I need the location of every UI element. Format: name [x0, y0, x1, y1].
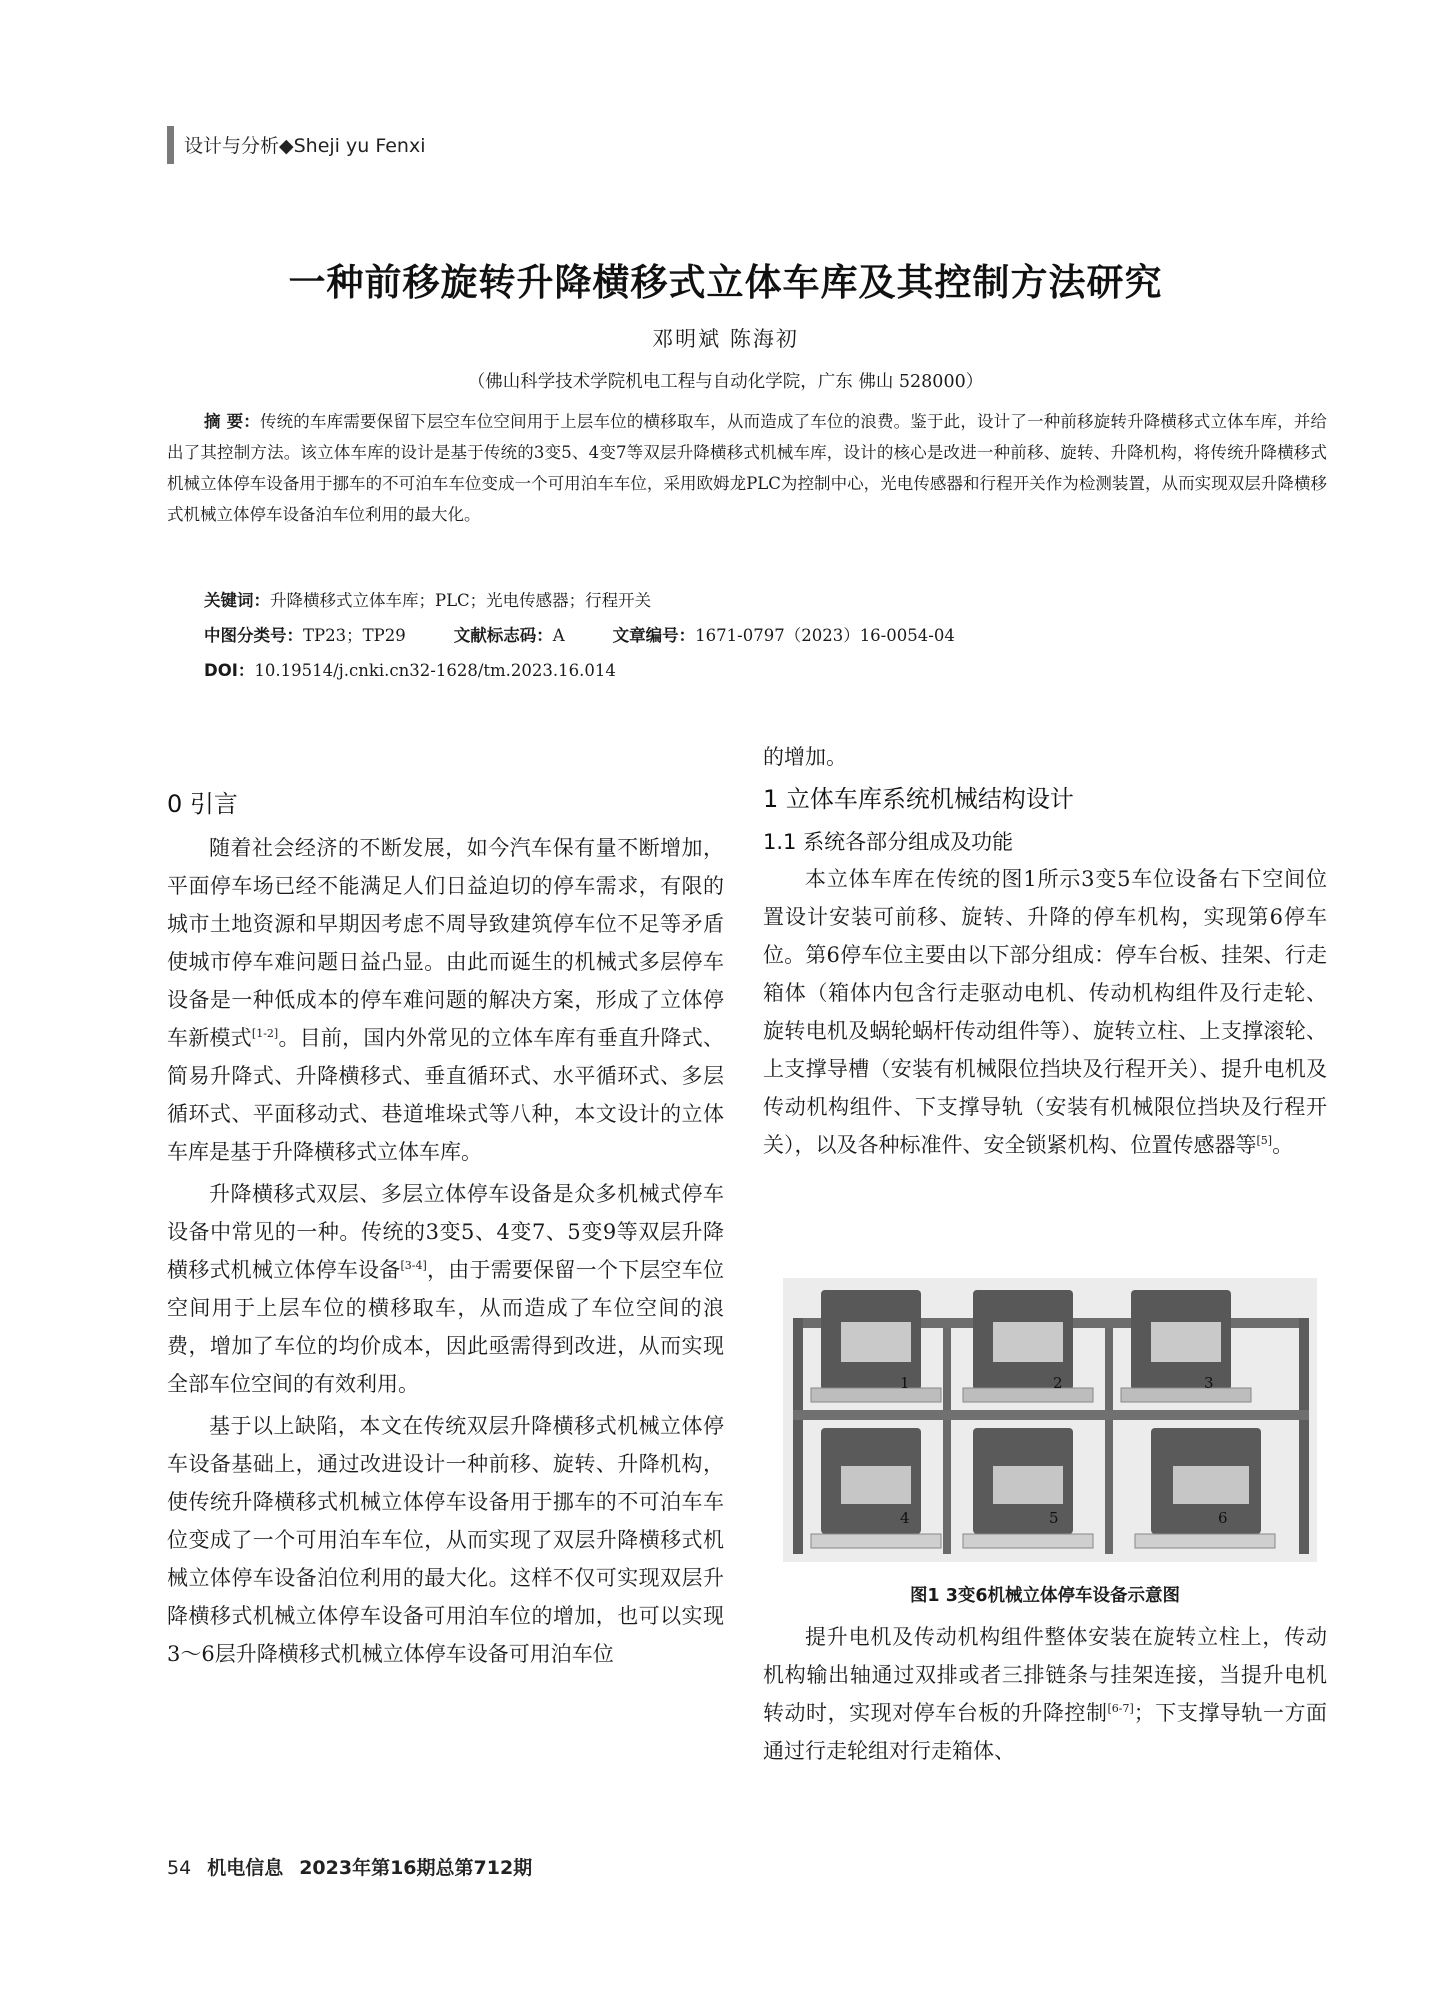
section-0-heading: 0 引言 [167, 790, 238, 818]
affiliation: （佛山科学技术学院机电工程与自动化学院，广东 佛山 528000） [467, 372, 984, 392]
figure-1-caption: 图1 3变6机械立体停车设备示意图 [909, 1586, 1181, 1606]
intro-p1-text-a: 随着社会经济的不断发展，如今汽车保有量不断增加，平面停车场已经不能满足人们日益迫切的停车需求，有限的城市土地资源和早期因考虑不周导致建筑停车位不足等矛盾使城市停车难问题日益凸显。由此而诞生的机械式多层停车设备是一种低成本的停车难问题的解决方案，形成了立体停车新模式 [167, 836, 724, 1050]
abstract-label: 摘 要： [204, 412, 260, 431]
slot-label-4: 4 [900, 1509, 910, 1527]
doi-label: DOI： [204, 661, 255, 680]
intro-paragraph-2 [167, 1175, 724, 1403]
intro-paragraph-3-cont: 的增加。 [763, 745, 847, 769]
doi-line [204, 657, 616, 681]
article-title: 一种前移旋转升降横移式立体车库及其控制方法研究 [288, 261, 1163, 304]
classification-line [204, 622, 955, 646]
keywords-label: 关键词： [204, 591, 270, 610]
clc-value: TP23；TP29 [303, 626, 406, 645]
slot-label-6: 6 [1218, 1509, 1228, 1527]
citation-ref: [5] [1256, 1134, 1273, 1147]
left-column [167, 785, 724, 1677]
authors: 邓明斌 陈海初 [652, 327, 799, 351]
section-label: 设计与分析◆Sheji yu Fenxi [184, 135, 426, 157]
abstract [167, 406, 1327, 530]
keywords: 升降横移式立体车库；PLC；光电传感器；行程开关 [270, 591, 652, 610]
doc-code-value: A [552, 626, 565, 645]
slot-label-1: 1 [900, 1374, 910, 1392]
s11-paragraph-1 [763, 860, 1327, 1164]
intro-p2-text-a: 升降横移式双层、多层立体停车设备是众多机械式停车设备中常见的一种。传统的3变5、4变7、5变9等双层升降横移式机械立体停车设备 [167, 1182, 724, 1282]
section-1-heading: 1 立体车库系统机械结构设计 [763, 785, 1074, 813]
doi-value: 10.19514/j.cnki.cn32-1628/tm.2023.16.014 [254, 661, 616, 680]
s11-p2-text-a: 提升电机及传动机构组件整体安装在旋转立柱上，传动机构输出轴通过双排或者三排链条与挂架连接，当提升电机转动时，实现对停车台板的升降控制 [763, 1625, 1327, 1725]
clc-label: 中图分类号： [204, 626, 303, 645]
parking-garage-drawing [783, 1278, 1317, 1562]
citation-ref: [3-4] [400, 1259, 427, 1272]
s11-paragraph-2 [763, 1618, 1327, 1770]
article-no-value: 1671-0797（2023）16-0054-04 [695, 626, 955, 645]
right-column-bottom [763, 1618, 1327, 1774]
right-column-top [763, 738, 1327, 1168]
intro-p1-text-b: 。目前，国内外常见的立体车库有垂直升降式、简易升降式、升降横移式、垂直循环式、水平循环式、多层循环式、平面移动式、巷道堆垛式等八种，本文设计的立体车库是基于升降横移式立体车库。 [167, 1026, 725, 1164]
issue-info: 2023年第16期总第712期 [299, 1857, 533, 1879]
slot-label-2: 2 [1053, 1374, 1063, 1392]
abstract-text: 传统的车库需要保留下层空车位空间用于上层车位的横移取车，从而造成了车位的浪费。鉴于此，设计了一种前移旋转升降横移式立体车库，并给出了其控制方法。该立体车库的设计是基于传统的3变5、4变7等双层升降横移式机械车库，设计的核心是改进一种前移、旋转、升降机构，将传统升降横移式机械立体停车设备用于挪车的不可泊车车位变成一个可用泊车车位，采用欧姆龙PLC为控制中心，光电传感器和行程开关作为检测装置，从而实现双层升降横移式机械立体停车设备泊车位利用的最大化。 [167, 412, 1328, 524]
slot-label-5: 5 [1049, 1509, 1059, 1527]
header-accent-bar [167, 126, 174, 164]
intro-p2-text-b: ，由于需要保留一个下层空车位空间用于上层车位的横移取车，从而造成了车位空间的浪费，增加了车位的均价成本，因此亟需得到改进，从而实现全部车位空间的有效利用。 [167, 1258, 725, 1396]
citation-ref: [1-2] [251, 1027, 279, 1040]
slot-label-3: 3 [1204, 1374, 1214, 1392]
citation-ref: [6-7] [1107, 1702, 1134, 1715]
section-1-1-heading: 1.1 系统各部分组成及功能 [763, 830, 1014, 854]
journal-name: 机电信息 [207, 1857, 284, 1879]
figure-1-parking-garage-illustration [783, 1278, 1317, 1562]
s11-p1-text-a: 本立体车库在传统的图1所示3变5车位设备右下空间位置设计安装可前移、旋转、升降的停车机构，实现第6停车位。第6停车位主要由以下部分组成：停车台板、挂架、行走箱体（箱体内包含行走驱动电机、传动机构组件及行走轮、旋转电机及蜗轮蜗杆传动组件等）、旋转立柱、上支撑滚轮、上支撑导槽（安装有机械限位挡块及行程开关）、提升电机及传动机构组件、下支撑导轨（安装有机械限位挡块及行程开关），以及各种标准件、安全锁紧机构、位置传感器等 [763, 867, 1327, 1157]
intro-paragraph-3: 基于以上缺陷，本文在传统双层升降横移式机械立体停车设备基础上，通过改进设计一种前移、旋转、升降机构，使传统升降横移式机械立体停车设备用于挪车的不可泊车车位变成了一个可用泊车车位，从而实现了双层升降横移式机械立体停车设备泊位利用的最大化。这样不仅可实现双层升降横移式机械立体停车设备可用泊车位的增加，也可以实现3～6层升降横移式机械立体停车设备可用泊车位 [167, 1414, 724, 1666]
page-number: 54 [167, 1857, 192, 1879]
s11-p1-text-b: 。 [1272, 1133, 1294, 1157]
article-no-label: 文章编号： [612, 626, 696, 645]
keywords-line [204, 587, 651, 611]
doc-code-label: 文献标志码： [453, 626, 553, 645]
intro-paragraph-1 [167, 829, 724, 1171]
page-footer [167, 1853, 532, 1880]
s11-p2-text-b: ；下支撑导轨一方面通过行走轮组对行走箱体、 [763, 1701, 1327, 1763]
